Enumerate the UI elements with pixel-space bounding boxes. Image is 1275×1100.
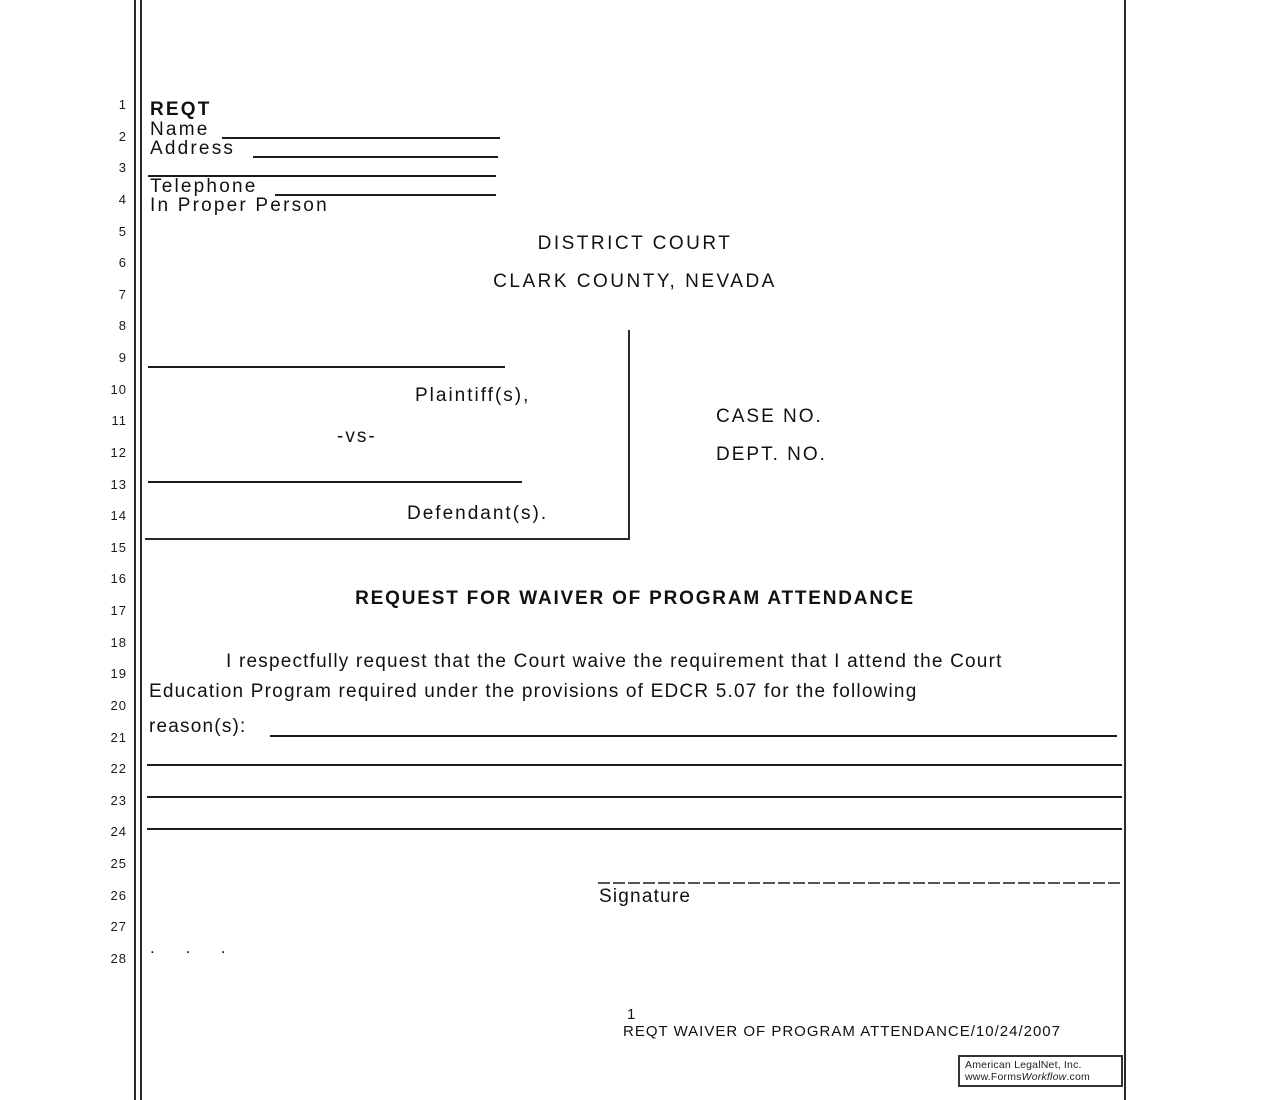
vs-label: -vs- <box>337 426 377 447</box>
line-number-19: 19 <box>110 666 127 682</box>
line-number-5: 5 <box>118 223 127 239</box>
dept-no-label: DEPT. NO. <box>716 444 827 465</box>
line-number-28: 28 <box>110 951 127 966</box>
line-number-10: 10 <box>110 381 127 397</box>
line-number-17: 17 <box>110 603 127 619</box>
line-number-16: 16 <box>110 571 127 587</box>
body-line-2: Education Program required under the provisions of EDCR 5.07 for the following <box>149 681 918 702</box>
document-title: REQUEST FOR WAIVER OF PROGRAM ATTENDANCE <box>355 588 915 609</box>
reason-fill-line-1[interactable] <box>270 735 1117 737</box>
line-number-3: 3 <box>118 160 127 176</box>
name-fill-line[interactable] <box>222 137 500 139</box>
address-label: Address <box>150 138 236 159</box>
line-number-2: 2 <box>118 128 127 144</box>
line-number-4: 4 <box>118 191 127 207</box>
address-fill-line[interactable] <box>253 156 498 158</box>
reason-fill-line-4[interactable] <box>147 828 1122 830</box>
line-number-26: 26 <box>110 887 127 903</box>
line-number-11: 11 <box>111 413 127 429</box>
page-number: 1 <box>627 1006 637 1023</box>
line-number-24: 24 <box>110 824 127 840</box>
line-number-9: 9 <box>118 350 127 366</box>
defendant-label: Defendant(s). <box>407 503 549 524</box>
line-number-23: 23 <box>110 792 127 808</box>
legalnet-stamp <box>958 1055 1123 1087</box>
line-number-25: 25 <box>110 856 127 872</box>
court-name: DISTRICT COURT <box>537 233 733 254</box>
line-number-18: 18 <box>110 634 127 650</box>
line-number-15: 15 <box>110 539 127 555</box>
signature-label: Signature <box>599 886 692 907</box>
case-no-label: CASE NO. <box>716 406 823 427</box>
line-number-8: 8 <box>118 318 127 334</box>
signature-fill-line[interactable] <box>598 882 1120 884</box>
plaintiff-label: Plaintiff(s), <box>415 385 531 406</box>
line-number-12: 12 <box>110 444 127 460</box>
legalnet-company: American LegalNet, Inc. <box>965 1059 1082 1071</box>
line-number-7: 7 <box>118 286 127 302</box>
name-label: Name <box>150 119 210 140</box>
page-right-border <box>1124 0 1126 1100</box>
line-number-21: 21 <box>110 729 127 745</box>
line-number-27: 27 <box>110 919 127 935</box>
plaintiff-fill-line[interactable] <box>148 366 505 368</box>
reason-fill-line-3[interactable] <box>147 796 1122 798</box>
reason-fill-line-2[interactable] <box>147 764 1122 766</box>
defendant-fill-line[interactable] <box>148 481 522 483</box>
court-county: CLARK COUNTY, NEVADA <box>493 271 777 292</box>
caption-divider-bottom <box>145 538 630 540</box>
line-number-13: 13 <box>110 476 127 492</box>
body-line-1: I respectfully request that the Court waive the requirement that I attend the Court <box>226 651 1003 672</box>
line-number-22: 22 <box>110 761 127 777</box>
telephone-label: Telephone <box>150 176 258 197</box>
proper-person-label: In Proper Person <box>150 195 329 216</box>
doc-code: REQT <box>150 99 212 120</box>
line-number-14: 14 <box>110 508 127 524</box>
end-of-document-dots: . . . <box>150 938 228 957</box>
footer-doc-id: REQT WAIVER OF PROGRAM ATTENDANCE/10/24/2007 <box>623 1023 1061 1040</box>
line-number-6: 6 <box>118 255 127 271</box>
line-number-1: 1 <box>118 97 127 112</box>
pleading-double-rule-inner <box>140 0 142 1100</box>
line-number-20: 20 <box>110 697 127 713</box>
pleading-double-rule-outer <box>134 0 136 1100</box>
reasons-label: reason(s): <box>149 716 247 737</box>
caption-divider-vertical <box>628 330 630 540</box>
legalnet-url: www.FormsWorkflow.com <box>965 1071 1090 1083</box>
